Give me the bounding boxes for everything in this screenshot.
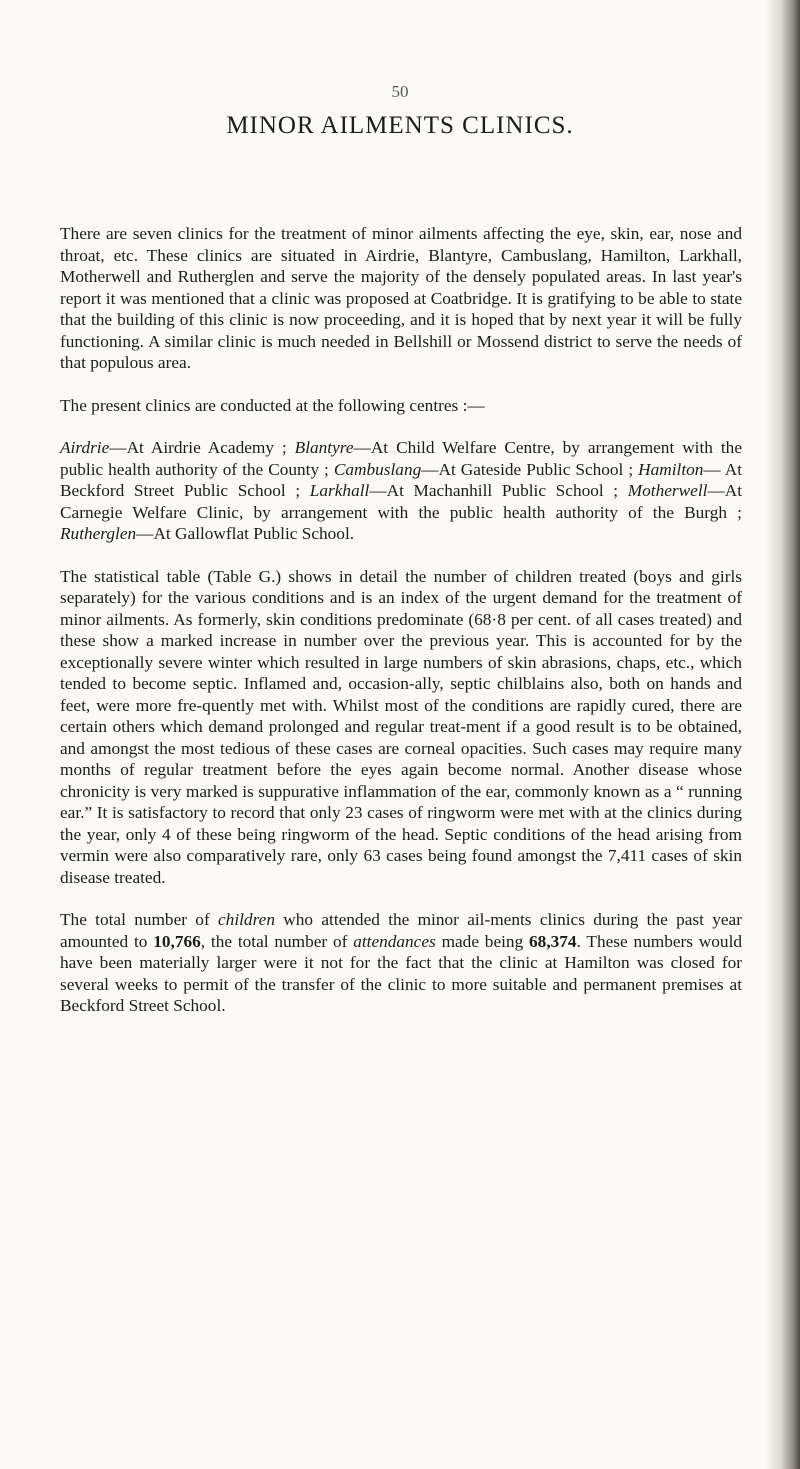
centres-list-paragraph xyxy=(60,437,742,545)
totals-paragraph xyxy=(60,909,742,1017)
centre-place-airdrie: Airdrie xyxy=(60,438,110,457)
centre-place-blantyre: Blantyre xyxy=(294,438,354,457)
totals-text-5: . These numbers would have been materially larger were it not for the fact that the clinic at Hamilton was closed for several weeks to permit of the transfer of the clinic to more suitable and permanent premises at Beckford Street School. xyxy=(60,931,743,1015)
centre-text-airdrie: —At Airdrie Academy ; xyxy=(109,438,295,457)
attendance-count: 68,374 xyxy=(529,931,577,951)
totals-text-4: made being xyxy=(435,931,530,951)
centre-text-hamilton: — At Beckford Street Public School ; xyxy=(60,459,742,500)
page-title: MINOR AILMENTS CLINICS. xyxy=(226,112,574,139)
document-body xyxy=(60,223,742,1038)
statistics-paragraph: The statistical table (Table G.) shows in detail the number of children treated (boys and girls separately) for the various conditions and is an index of the urgent demand for the treatment of minor ailments. As formerly, skin conditions predominate (68·8 per cent. of all cases treated) and these show a marked increase in number over the previous year. This is accounted for by the exceptionally severe winter which resulted in large numbers of skin abrasions, chaps, etc., which tended to become septic. Inflamed and, occasion-ally, septic chilblains also, both on hands and feet, were more fre-quently met with. Whilst most of the conditions are rapidly cured, there are certain others which demand prolonged and regular treat-ment if a good result is to be obtained, and amongst the most tedious of these cases are corneal opacities. Such cases may require many months of regular treatment before the eyes again become normal. Another disease whose chronicity is very marked is suppurative inflammation of the ear, commonly known as a “ running ear.” It is satisfactory to record that only 23 cases of ringworm were met with at the clinics during the year, only 4 of these being ringworm of the head. Septic conditions of the head arising from vermin were also comparatively rare, only 63 cases being found amongst the 7,411 cases of skin disease treated. xyxy=(60,566,742,887)
centre-place-hamilton: Hamilton xyxy=(638,459,704,479)
intro-paragraph: There are seven clinics for the treatment of minor ailments affecting the eye, skin, ear, nose and throat, etc. These clinics are situated in Airdrie, Blantyre, Cambuslang, Hamilton, Larkhall, Motherwell and Rutherglen and serve the majority of the densely populated areas. In last year's report it was mentioned that a clinic was proposed at Coatbridge. It is gratifying to be able to state that the building of this clinic is now proceeding, and it is hoped that by next year it will be fully functioning. A similar clinic is much needed in Bellshill or Mossend district to serve the needs of that populous area. xyxy=(60,224,742,372)
centres-intro-paragraph: The present clinics are conducted at the following centres :— xyxy=(60,395,485,415)
centre-place-motherwell: Motherwell xyxy=(627,481,708,500)
centre-text-motherwell: —At Carnegie Welfare Clinic, by arrangement with the public health authority of the Burgh ; xyxy=(60,481,742,522)
centre-place-rutherglen: Rutherglen xyxy=(60,524,137,543)
centre-place-cambuslang: Cambuslang xyxy=(333,459,422,479)
centre-place-larkhall: Larkhall xyxy=(309,481,370,500)
totals-text-1: The total number of xyxy=(60,910,219,929)
page-number: 50 xyxy=(391,82,409,101)
centre-text-rutherglen: —At Gallowflat Public School. xyxy=(136,524,355,543)
totals-children-word: children xyxy=(218,910,275,929)
page-edge-shadow xyxy=(766,0,800,1469)
totals-attendances-word: attendances xyxy=(353,931,436,951)
centre-text-larkhall: —At Machanhill Public School ; xyxy=(369,481,628,500)
children-count: 10,766 xyxy=(153,931,201,951)
totals-text-2: who attended the minor ail-ments clinics during the past year amounted to xyxy=(60,910,742,951)
centre-text-blantyre: —At Child Welfare Centre, by arrangement with the public health authority of the County ; xyxy=(60,438,742,479)
totals-text-3: , the total number of xyxy=(200,931,354,951)
centre-text-cambuslang: —At Gateside Public School ; xyxy=(421,459,639,479)
